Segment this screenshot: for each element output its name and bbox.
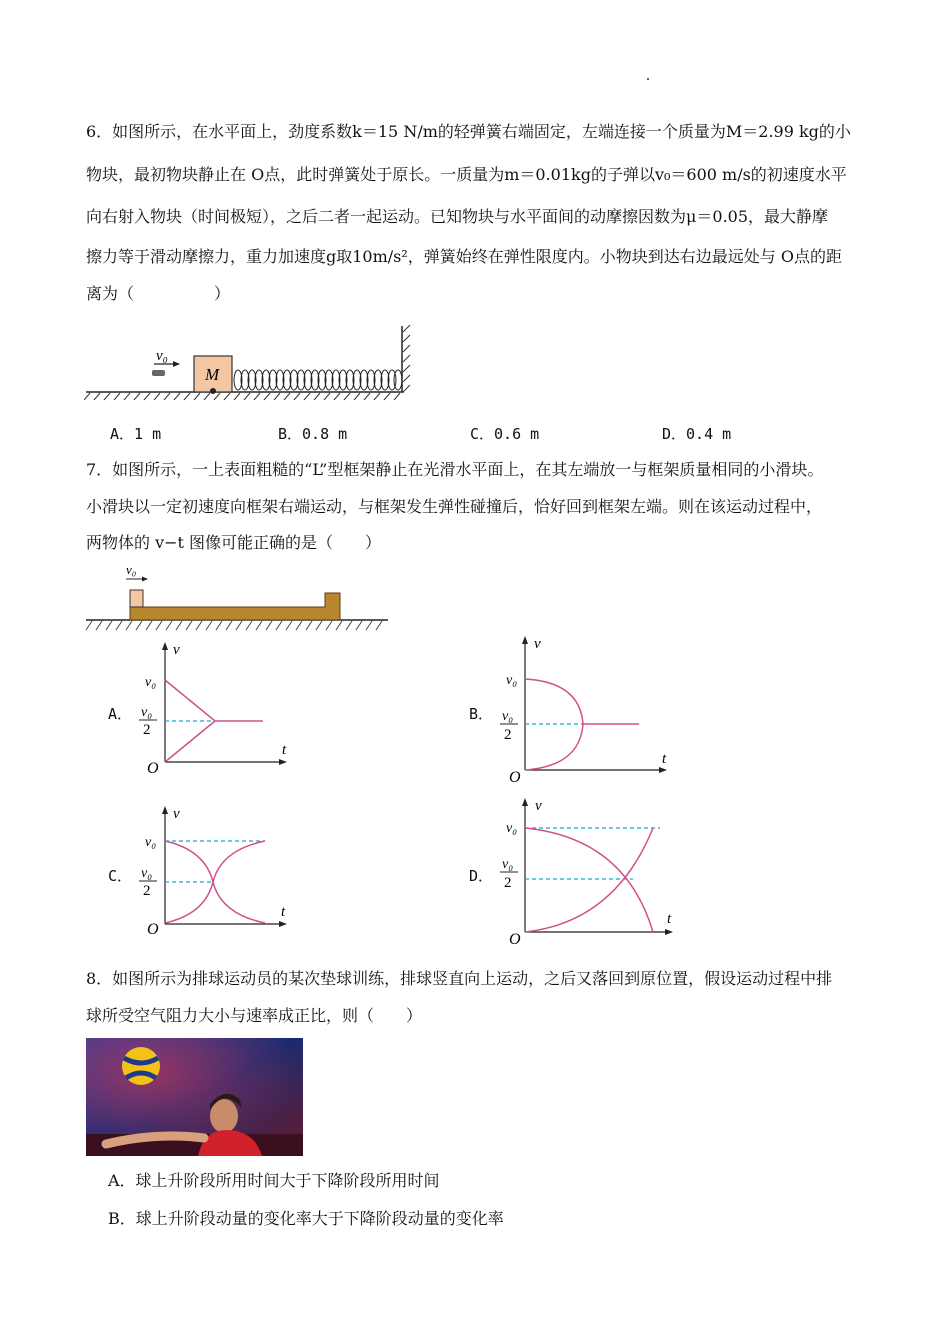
q6-option-d[interactable]: D．0.4 m bbox=[662, 425, 732, 443]
svg-text:v₀: v₀ bbox=[145, 835, 157, 850]
slider-block bbox=[130, 590, 143, 607]
q6-option-c[interactable]: C．0.6 m bbox=[470, 425, 540, 443]
svg-text:t: t bbox=[281, 904, 286, 920]
q6-line-3: 向右射入物块（时间极短），之后二者一起运动。已知物块与水平面间的动摩擦因数为μ＝0.05，最大静摩 bbox=[86, 207, 829, 226]
q7-option-c[interactable]: C． bbox=[108, 867, 133, 885]
svg-text:2: 2 bbox=[504, 875, 512, 891]
svg-text:O: O bbox=[509, 931, 521, 947]
q6-line-5: 离为（ ） bbox=[86, 284, 231, 303]
q7-option-b[interactable]: B． bbox=[469, 705, 494, 723]
svg-text:v: v bbox=[173, 806, 180, 822]
svg-text:t: t bbox=[662, 751, 667, 767]
page-dot bbox=[647, 78, 649, 80]
q7-velocity-label: v₀ bbox=[126, 562, 137, 577]
svg-text:O: O bbox=[147, 760, 159, 776]
svg-text:t: t bbox=[667, 911, 672, 927]
svg-text:t: t bbox=[282, 742, 287, 758]
svg-text:v₀: v₀ bbox=[506, 673, 518, 688]
svg-text:v: v bbox=[535, 798, 542, 814]
q7-line-2: 小滑块以一定初速度向框架右端运动，与框架发生弹性碰撞后，恰好回到框架左端。则在该运动过程中， bbox=[86, 497, 823, 516]
graph-c[interactable] bbox=[135, 800, 295, 940]
velocity-label: v₀ bbox=[156, 348, 168, 364]
spring bbox=[234, 370, 402, 390]
q7-line-1: 7．如图所示，一上表面粗糙的“L”型框架静止在光滑水平面上，在其左端放一与框架质量相同的小滑块。 bbox=[86, 460, 824, 479]
svg-text:v₀: v₀ bbox=[502, 857, 514, 872]
q7-frame-figure bbox=[84, 560, 394, 635]
q6-line-1: 6．如图所示，在水平面上，劲度系数k＝15 N/m的轻弹簧右端固定，左端连接一个质量为M＝2.99 kg的小 bbox=[86, 122, 851, 141]
svg-text:v₀: v₀ bbox=[506, 821, 518, 836]
q7-option-a[interactable]: A． bbox=[108, 705, 133, 723]
svg-text:O: O bbox=[509, 769, 521, 785]
q6-option-b[interactable]: B．0.8 m bbox=[278, 425, 348, 443]
q8-option-b[interactable]: B．球上升阶段动量的变化率大于下降阶段动量的变化率 bbox=[108, 1209, 504, 1228]
graph-a[interactable] bbox=[135, 636, 295, 776]
q6-line-4: 擦力等于滑动摩擦力，重力加速度g取10m/s²，弹簧始终在弹性限度内。小物块到达右边最远处与 O点的距 bbox=[86, 247, 842, 266]
q7-option-d[interactable]: D． bbox=[469, 867, 494, 885]
svg-text:v₀: v₀ bbox=[145, 675, 157, 690]
q6-option-a[interactable]: A．1 m bbox=[110, 425, 162, 443]
q8-line-1: 8．如图所示为排球运动员的某次垫球训练，排球竖直向上运动，之后又落回到原位置，假设运动过程中排 bbox=[86, 969, 833, 988]
svg-text:2: 2 bbox=[504, 727, 512, 743]
svg-text:v₀: v₀ bbox=[141, 705, 153, 720]
svg-text:2: 2 bbox=[143, 883, 151, 899]
svg-text:v: v bbox=[534, 636, 541, 652]
q8-line-2: 球所受空气阻力大小与速率成正比，则（ ） bbox=[86, 1006, 423, 1025]
block-label: M bbox=[205, 365, 220, 384]
graph-b[interactable] bbox=[495, 630, 675, 785]
q8-option-a[interactable]: A．球上升阶段所用时间大于下降阶段所用时间 bbox=[108, 1171, 440, 1190]
graph-d[interactable] bbox=[495, 792, 685, 947]
svg-text:v: v bbox=[173, 642, 180, 658]
q7-line-3: 两物体的 v−t 图像可能正确的是（ ） bbox=[86, 533, 382, 552]
volleyball-photo bbox=[86, 1038, 303, 1156]
svg-text:v₀: v₀ bbox=[502, 709, 514, 724]
svg-text:2: 2 bbox=[143, 722, 151, 738]
q6-line-2: 物块，最初物块静止在 O点，此时弹簧处于原长。一质量为m＝0.01kg的子弹以v₀＝600 m/s的初速度水平 bbox=[86, 165, 847, 184]
svg-text:O: O bbox=[147, 921, 159, 938]
q6-spring-figure bbox=[84, 322, 414, 402]
l-frame bbox=[130, 593, 340, 620]
svg-text:v₀: v₀ bbox=[141, 866, 153, 881]
